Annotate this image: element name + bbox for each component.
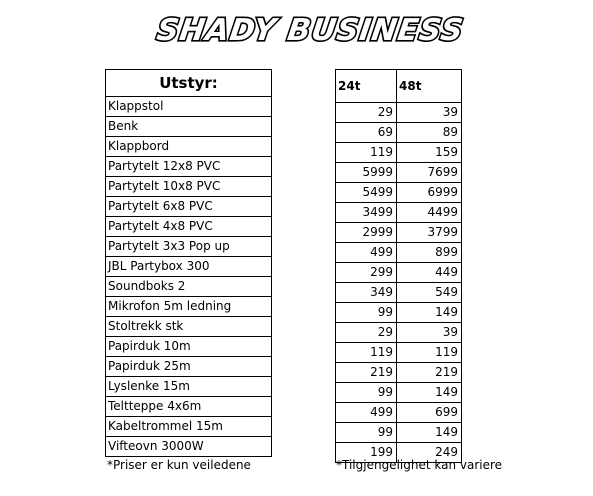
price-row — [336, 423, 462, 443]
equipment-row — [106, 317, 272, 337]
equipment-name: Kabeltrommel 15m — [106, 417, 272, 437]
price-row — [336, 403, 462, 423]
equipment-row — [106, 437, 272, 457]
equipment-row — [106, 337, 272, 357]
price-row — [336, 123, 462, 143]
price-row — [336, 363, 462, 383]
price-24t: 99 — [336, 383, 397, 403]
equipment-name: Papirduk 25m — [106, 357, 272, 377]
price-24t: 69 — [336, 123, 397, 143]
price-24t: 199 — [336, 443, 397, 463]
price-48t: 7699 — [397, 163, 462, 183]
equipment-name: Klappbord — [106, 137, 272, 157]
price-row — [336, 103, 462, 123]
price-header-48t: 48t — [397, 70, 462, 103]
price-24t: 99 — [336, 423, 397, 443]
price-24t: 119 — [336, 343, 397, 363]
price-row — [336, 303, 462, 323]
price-24t: 499 — [336, 403, 397, 423]
equipment-header: Utstyr: — [106, 70, 272, 97]
price-24t: 219 — [336, 363, 397, 383]
price-48t: 249 — [397, 443, 462, 463]
price-disclaimer: *Priser er kun veiledene — [107, 458, 251, 472]
price-48t: 149 — [397, 383, 462, 403]
equipment-name: Partytelt 4x8 PVC — [106, 217, 272, 237]
equipment-row — [106, 157, 272, 177]
equipment-name: Partytelt 10x8 PVC — [106, 177, 272, 197]
equipment-row — [106, 217, 272, 237]
availability-disclaimer: *Tilgjengelighet kan variere — [336, 458, 503, 472]
price-48t: 6999 — [397, 183, 462, 203]
equipment-name: Klappstol — [106, 97, 272, 117]
price-24t: 2999 — [336, 223, 397, 243]
price-row — [336, 143, 462, 163]
equipment-name: Partytelt 3x3 Pop up — [106, 237, 272, 257]
price-48t: 149 — [397, 303, 462, 323]
price-24t: 499 — [336, 243, 397, 263]
price-24t: 299 — [336, 263, 397, 283]
equipment-row — [106, 357, 272, 377]
equipment-row — [106, 137, 272, 157]
equipment-name: Partytelt 12x8 PVC — [106, 157, 272, 177]
equipment-name: Vifteovn 3000W — [106, 437, 272, 457]
price-row — [336, 283, 462, 303]
equipment-row — [106, 397, 272, 417]
equipment-row — [106, 177, 272, 197]
price-row — [336, 163, 462, 183]
price-header-row — [336, 70, 462, 103]
equipment-name: JBL Partybox 300 — [106, 257, 272, 277]
equipment-header-row — [106, 70, 272, 97]
equipment-row — [106, 197, 272, 217]
price-48t: 149 — [397, 423, 462, 443]
price-24t: 29 — [336, 103, 397, 123]
price-24t: 99 — [336, 303, 397, 323]
price-row — [336, 263, 462, 283]
equipment-name: Partytelt 6x8 PVC — [106, 197, 272, 217]
price-24t: 3499 — [336, 203, 397, 223]
price-row — [336, 243, 462, 263]
price-48t: 119 — [397, 343, 462, 363]
equipment-row — [106, 417, 272, 437]
price-24t: 119 — [336, 143, 397, 163]
price-24t: 5999 — [336, 163, 397, 183]
price-48t: 699 — [397, 403, 462, 423]
equipment-row — [106, 297, 272, 317]
price-row — [336, 323, 462, 343]
price-48t: 4499 — [397, 203, 462, 223]
equipment-name: Teltteppe 4x6m — [106, 397, 272, 417]
equipment-row — [106, 377, 272, 397]
logo-title: SHADY BUSINESS — [154, 13, 466, 48]
equipment-name: Papirduk 10m — [106, 337, 272, 357]
price-table — [335, 69, 462, 463]
equipment-name: Soundboks 2 — [106, 277, 272, 297]
price-24t: 29 — [336, 323, 397, 343]
equipment-name: Benk — [106, 117, 272, 137]
price-row — [336, 183, 462, 203]
price-48t: 89 — [397, 123, 462, 143]
equipment-name: Stoltrekk stk — [106, 317, 272, 337]
price-48t: 39 — [397, 103, 462, 123]
equipment-row — [106, 117, 272, 137]
price-48t: 899 — [397, 243, 462, 263]
price-48t: 549 — [397, 283, 462, 303]
price-48t: 159 — [397, 143, 462, 163]
equipment-row — [106, 277, 272, 297]
price-header-24t: 24t — [336, 70, 397, 103]
price-24t: 349 — [336, 283, 397, 303]
price-row — [336, 223, 462, 243]
price-48t: 449 — [397, 263, 462, 283]
equipment-name: Lyslenke 15m — [106, 377, 272, 397]
price-48t: 39 — [397, 323, 462, 343]
price-48t: 3799 — [397, 223, 462, 243]
price-row — [336, 203, 462, 223]
equipment-table — [105, 69, 272, 457]
equipment-row — [106, 257, 272, 277]
price-24t: 5499 — [336, 183, 397, 203]
price-48t: 219 — [397, 363, 462, 383]
equipment-row — [106, 237, 272, 257]
equipment-name: Mikrofon 5m ledning — [106, 297, 272, 317]
price-row — [336, 343, 462, 363]
equipment-row — [106, 97, 272, 117]
price-row — [336, 383, 462, 403]
